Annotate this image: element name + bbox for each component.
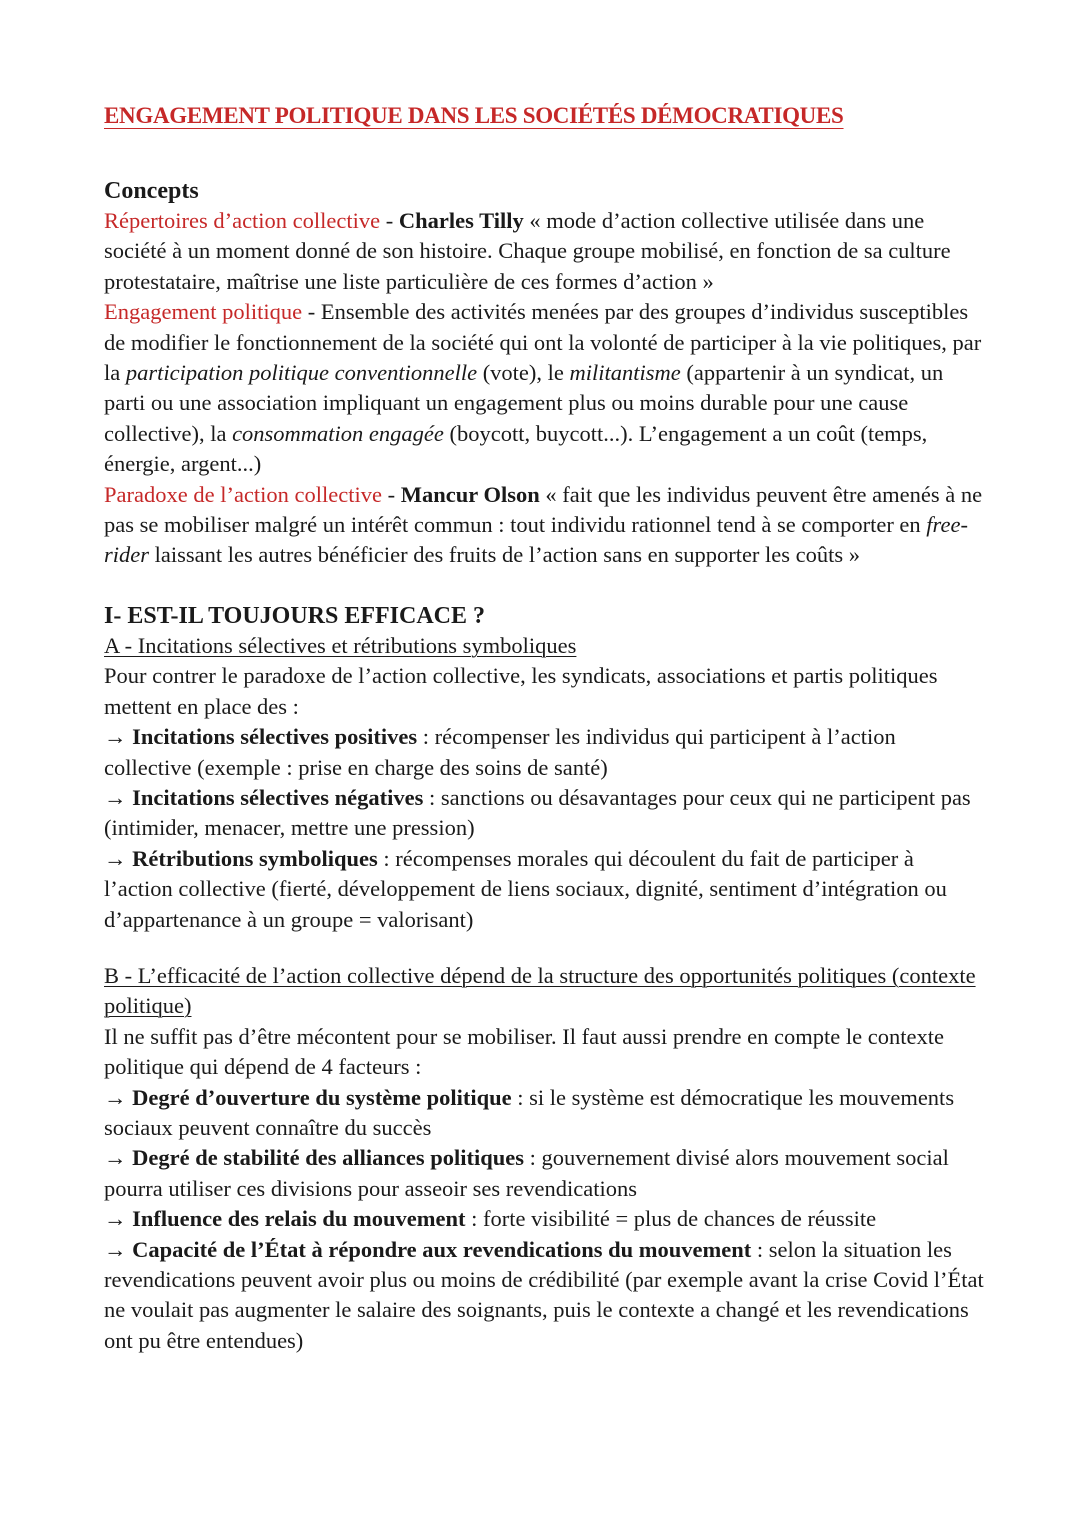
list-item: → Degré de stabilité des alliances politiques : gouvernement divisé alors mouvement social pourra utiliser ces divisions pour asseoir ses revendications [104,1145,949,1201]
list-item: → Degré d’ouverture du système politique : si le système est démocratique les mouvements sociaux peuvent connaître du succès [104,1084,955,1140]
list-item: → Influence des relais du mouvement : forte visibilité = plus de chances de réussite [104,1206,877,1232]
section-heading: I- EST-IL TOUJOURS EFFICACE ? [104,602,485,629]
concepts-heading: Concepts [104,178,199,204]
concept-term: Répertoires d’action collective [104,208,381,233]
subsection-b-title: B - L’efficacité de l’action collective dépend de la structure des opportunités politiques (contexte politique) [104,962,976,1019]
concept-paradoxe: Paradoxe de l’action collective - Mancur Olson « fait que les individus peuvent être amenés à ne pas se mobiliser malgré un intérêt commun : tout individu rationnel tend à se comporter en free-rider laissant les autres bénéficier des fruits de l’action sans en supporter les coûts » [104,481,983,568]
concept-term: Engagement politique [104,299,303,325]
concept-author: Charles Tilly [398,208,524,233]
subsection-b-intro: Il ne suffit pas d’être mécontent pour se mobiliser. Il faut aussi prendre en compte le contexte politique qui dépend de 4 facteurs : [104,1023,944,1080]
document-page [104,98,984,1356]
concept-term: Paradoxe de l’action collective [104,481,382,507]
concept-engagement: Engagement politique - Ensemble des activités menées par des groupes d’individus susceptibles de modifier le fonctionnement de la société qui ont la volonté de participer à la vie politiques, par la participation politique conventionnelle (vote), le militantisme (appartenir à un syndicat, un parti ou une association impliquant un engagement plus ou moins durable pour une cause collective), la consommation engagée (boycott, buycott...). L’engagement a un coût (temps, énergie, argent...) [104,299,982,477]
list-item: → Incitations sélectives négatives : sanctions ou désavantages pour ceux qui ne participent pas (intimider, menacer, mettre une pression) [104,784,971,841]
list-item: → Rétributions symboliques : récompenses morales qui découlent du fait de participer à l’action collective (fierté, développement de liens sociaux, dignité, sentiment d’intégration ou d’appartenance à un groupe = valorisant) [104,845,947,932]
subsection-a-title: A - Incitations sélectives et rétributions symboliques [104,632,577,658]
subsection-a-intro: Pour contrer le paradoxe de l’action collective, les syndicats, associations et partis politiques mettent en place des : [104,663,938,719]
concept-repertoires: Répertoires d’action collective - Charles Tilly « mode d’action collective utilisée dans une société à un moment donné de son histoire. Chaque groupe mobilisé, en fonction de sa culture protestataire, maîtrise une liste particulière de ces formes d’action » [104,208,951,294]
concept-author: Mancur Olson [400,481,540,507]
list-item: → Capacité de l’État à répondre aux revendications du mouvement : selon la situation les revendications peuvent avoir plus ou moins de crédibilité (par exemple avant la crise Covid l’État ne voulait pas augmenter le salaire des soignants, puis le contexte a changé et les revendications ont pu être entendues) [104,1236,984,1353]
list-item: → Incitations sélectives positives : récompenser les individus qui participent à l’action collective (exemple : prise en charge des soins de santé) [104,724,896,780]
document-title: ENGAGEMENT POLITIQUE DANS LES SOCIÉTÉS DÉMOCRATIQUES [104,103,844,128]
